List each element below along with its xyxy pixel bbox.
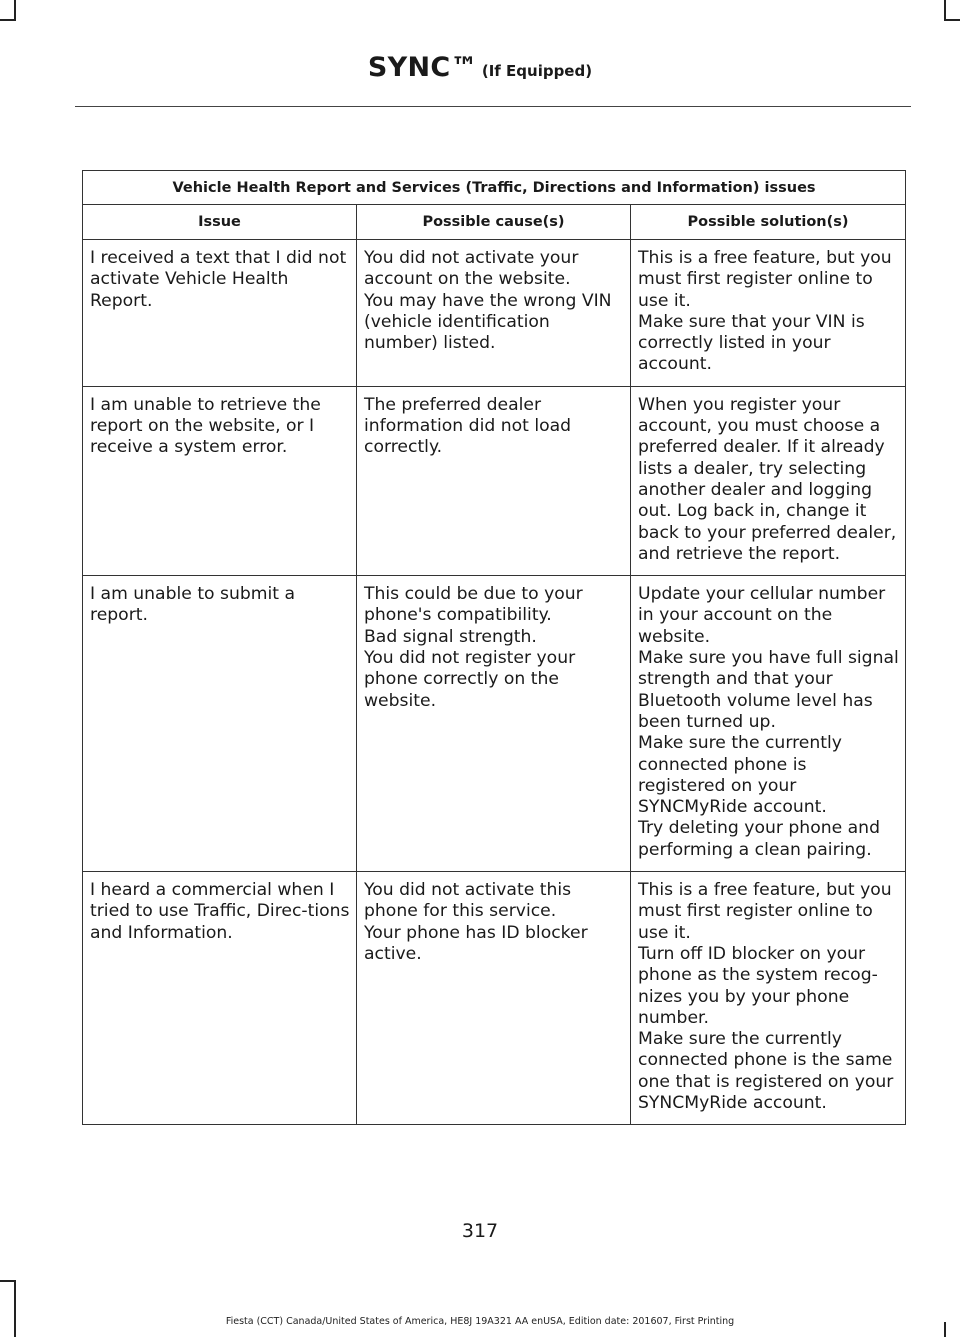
solution-text: When you register your account, you must choose a preferred dealer. If it already lists a dealer, try selecting another dealer and logging out. Log back in, change it back to your preferred dealer, and retrieve the report. (638, 394, 897, 564)
column-header-solution: Possible solution(s) (631, 205, 906, 240)
column-header-issue: Issue (83, 205, 357, 240)
crop-mark (0, 1280, 16, 1282)
solution-cell (631, 872, 906, 1125)
cause-text: You did not activate this phone for this service. (364, 880, 572, 922)
issues-table (82, 170, 906, 1125)
cause-cell (357, 386, 631, 575)
cause-text: You did not register your phone correctly on the website. (364, 648, 576, 711)
solution-text: Make sure the currently connected phone is registered on your SYNCMyRide account. (638, 733, 842, 818)
cause-text: You may have the wrong VIN (vehicle identification number) listed. (364, 290, 612, 354)
issue-text: I am unable to submit a report. (90, 584, 296, 626)
cause-cell (357, 240, 631, 387)
issue-cell (83, 386, 357, 575)
crop-mark (0, 19, 16, 21)
page-footer: Fiesta (CCT) Canada/United States of America, HE8J 19A321 AA enUSA, Edition date: 201607, First Printing (225, 1316, 735, 1327)
page-subtitle: (If Equipped) (481, 62, 593, 80)
crop-mark (14, 0, 16, 20)
page-title: SYNC™ (367, 52, 478, 83)
issue-text: I am unable to retrieve the report on the website, or I receive a system error. (90, 394, 321, 458)
table-row (83, 576, 906, 872)
solution-text: Make sure that your VIN is correctly listed in your account. (638, 311, 865, 375)
cause-text: Your phone has ID blocker active. (364, 922, 588, 964)
issue-text: I heard a commercial when I tried to use Traffic, Direc-tions and Information. (90, 880, 350, 943)
issue-cell (83, 576, 357, 872)
table-title: Vehicle Health Report and Services (Traffic, Directions and Information) issues (83, 171, 906, 205)
page-number: 317 (461, 1220, 499, 1242)
table-header-row (83, 205, 906, 240)
table-row (83, 240, 906, 387)
solution-cell (631, 386, 906, 575)
column-header-cause: Possible cause(s) (357, 205, 631, 240)
solution-text: Update your cellular number in your account on the website. (638, 584, 886, 647)
crop-mark (14, 1280, 16, 1337)
issue-cell (83, 240, 357, 387)
issue-text: I received a text that I did not activate Vehicle Health Report. (90, 248, 347, 311)
crop-mark (944, 19, 960, 21)
solution-cell (631, 240, 906, 387)
cause-text: You did not activate your account on the website. (364, 248, 579, 290)
cause-cell (357, 872, 631, 1125)
solution-text: Make sure you have full signal strength and that your Bluetooth volume level has been turned up. (638, 648, 899, 732)
solution-cell (631, 576, 906, 872)
header-divider (75, 106, 911, 107)
cause-text: This could be due to your phone's compatibility. (364, 584, 583, 626)
table-row (83, 386, 906, 575)
cause-text: Bad signal strength. (364, 626, 537, 647)
cause-cell (357, 576, 631, 872)
solution-text: Try deleting your phone and performing a clean pairing. (638, 818, 880, 860)
cause-text: The preferred dealer information did not load correctly. (364, 394, 572, 458)
solution-text: This is a free feature, but you must first register online to use it. (638, 248, 892, 311)
solution-text: Make sure the currently connected phone is the same one that is registered on your SYNCMyRide account. (638, 1029, 894, 1113)
crop-mark (944, 0, 946, 20)
issue-cell (83, 872, 357, 1125)
table-row (83, 872, 906, 1125)
page-header (0, 52, 960, 83)
solution-text: This is a free feature, but you must first register online to use it. (638, 880, 892, 943)
solution-text: Turn off ID blocker on your phone as the system recog-nizes you by your phone number. (638, 943, 878, 1028)
